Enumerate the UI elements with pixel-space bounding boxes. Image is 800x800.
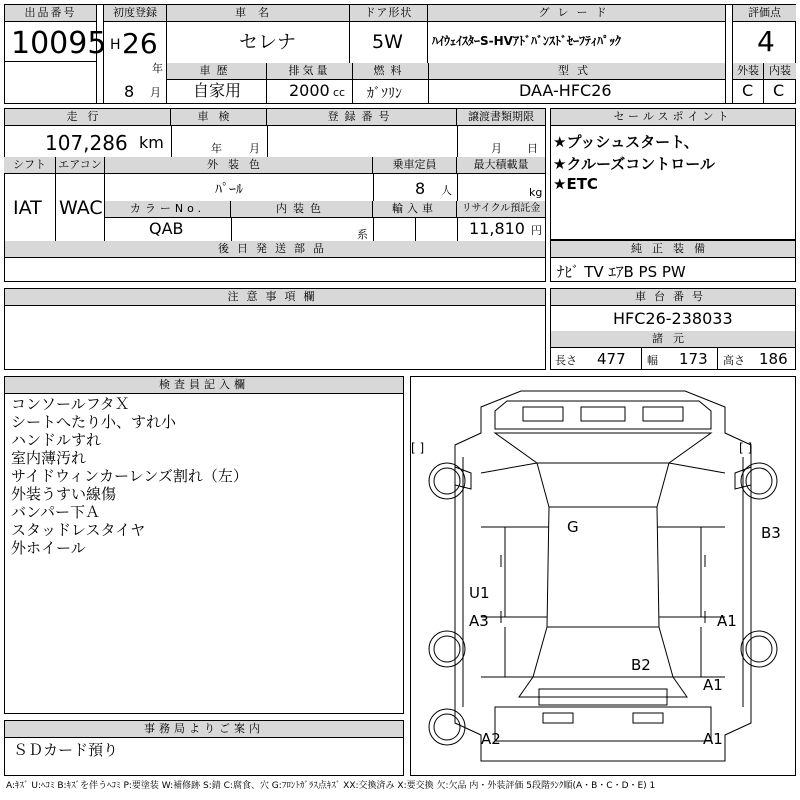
car-name: セレナ — [239, 31, 297, 53]
displacement-cell — [267, 63, 353, 103]
first-reg-header: 初度登録 — [104, 5, 166, 22]
inspection-header: 車検 — [171, 109, 267, 126]
max-load-header: 最大積載量 — [457, 157, 545, 174]
interior-grade-cell — [764, 63, 796, 103]
model-header: 型式 — [429, 63, 725, 80]
door-cell — [350, 5, 428, 63]
office-notice-header: 事務局よりご案内 — [5, 721, 403, 738]
sales-point-3: ★ETC — [553, 175, 598, 193]
inspector-box — [4, 376, 404, 714]
chassis-box — [550, 288, 796, 370]
chassis-header: 車台番号 — [551, 289, 795, 306]
reg-no-header: 登録番号 — [267, 109, 457, 126]
grade-cell — [428, 5, 726, 63]
mark-a1-right-rear: A1 — [703, 676, 723, 694]
displacement: 2000 — [289, 81, 330, 100]
fuel-cell — [353, 63, 429, 103]
cautions-header: 注意事項欄 — [5, 289, 545, 306]
car-name-cell — [167, 5, 350, 63]
door-header: ドア形状 — [350, 5, 427, 22]
note-4: 室内薄汚れ — [11, 449, 87, 467]
displacement-header: 排気量 — [267, 63, 352, 80]
grade-header: グレード — [428, 5, 725, 22]
recycle: 11,810 — [469, 219, 525, 238]
note-1: コンソールフタＸ — [11, 395, 130, 413]
note-9: 外ホイール — [11, 539, 86, 557]
color-no-header: カラーNo. — [105, 201, 231, 218]
equipment-box — [550, 240, 796, 282]
lot-no-cell — [5, 5, 107, 103]
mark-a1-right-front: A1 — [717, 612, 737, 630]
insp-year-unit: 年 — [211, 142, 222, 155]
deadline-day-unit: 日 — [527, 142, 538, 155]
specs-header: 諸元 — [551, 331, 795, 348]
note-2: シートへたり小、すれ小 — [11, 413, 177, 431]
model-cell — [429, 63, 726, 103]
inspector-header: 検査員記入欄 — [5, 377, 403, 394]
shift-header: シフト — [4, 157, 56, 174]
first-reg-cell — [103, 5, 167, 103]
equipment-header: 純正装備 — [551, 241, 795, 258]
top-info-table — [4, 4, 796, 104]
legend: A:ｷｽﾞ U:ﾍｺﾐ B:ｷｽﾞを伴うﾍｺﾐ P:要塗装 W:補修跡 S:錆 C:腐食、穴 G:ﾌﾛﾝﾄｶﾞﾗｽ点ｷｽﾞ XX:交換済み X:要交換 欠:欠品 内・外装評価 5段階ﾗﾝｸ順(A・B・C・D・E) 1 — [6, 781, 656, 791]
ext-color: ﾊﾟｰﾙ — [215, 182, 243, 198]
shift: IAT — [13, 197, 42, 219]
bracket-left: [ ] — [411, 441, 425, 455]
note-5: サイドウィンカーレンズ割れ（左） — [11, 467, 248, 485]
damage-diagram — [410, 376, 796, 776]
later-parts-header: 後日発送部品 — [5, 241, 545, 258]
mark-b2: B2 — [631, 656, 651, 674]
capacity-unit: 人 — [441, 184, 452, 197]
mark-a1-rear: A1 — [703, 730, 723, 748]
length: 477 — [597, 350, 626, 368]
aircon-header: エアコン — [55, 157, 105, 174]
interior-header: 内装 — [764, 63, 796, 80]
score-cell — [732, 5, 796, 63]
recycle-unit: 円 — [531, 224, 542, 237]
mark-a2: A2 — [481, 730, 501, 748]
chassis-no: HFC26-238033 — [613, 309, 733, 328]
mileage: 107,286 — [45, 131, 128, 155]
interior-grade: C — [773, 81, 785, 100]
mark-b3: B3 — [761, 524, 781, 542]
reg-month-unit: 月 — [150, 86, 161, 99]
recycle-header: リサイクル預託金 — [457, 201, 545, 218]
exterior-grade: C — [742, 81, 754, 100]
exterior-header: 外装 — [733, 63, 763, 80]
model: DAA-HFC26 — [519, 81, 612, 100]
mileage-unit: km — [139, 133, 164, 152]
int-color-unit: 系 — [357, 228, 368, 241]
note-3: ハンドルすれ — [11, 431, 102, 449]
sales-points-box — [550, 108, 796, 240]
aircon: WAC — [59, 197, 103, 219]
equipment: ﾅﾋﾞ TV ｴｱB PS PW — [557, 263, 686, 281]
history: 自家用 — [193, 81, 242, 100]
mark-a3: A3 — [469, 612, 489, 630]
note-8: スタッドレスタイヤ — [11, 521, 146, 539]
car-name-header: 車名 — [167, 5, 349, 22]
width-label: 幅 — [647, 354, 658, 367]
history-cell — [167, 63, 267, 103]
deadline-header: 譲渡書類期限 — [457, 109, 545, 126]
reg-year: 26 — [122, 27, 158, 60]
inspector-notes — [11, 395, 248, 557]
width: 173 — [679, 350, 708, 368]
load-unit: kg — [529, 186, 543, 199]
details-table — [4, 108, 546, 282]
height-label: 高さ — [723, 354, 745, 367]
lot-no-header: 出品番号 — [5, 5, 96, 22]
mark-u1: U1 — [469, 584, 490, 602]
car-outline-diagram — [411, 377, 795, 775]
capacity: 8 — [415, 179, 426, 198]
grade: ﾊｲｳｪｲｽﾀｰS-HVｱﾄﾞﾊﾞﾝｽﾄﾞｾｰﾌﾃｨﾊﾟｯｸ — [432, 34, 621, 48]
lot-no: 10095 — [11, 26, 107, 61]
ext-color-header: 外装色 — [105, 157, 373, 174]
note-6: 外装うすい線傷 — [11, 485, 117, 503]
sales-point-2: ★クルーズコントロール — [553, 155, 715, 173]
fuel: ｶﾞｿﾘﾝ — [367, 86, 402, 102]
history-header: 車歴 — [167, 63, 266, 80]
color-no: QAB — [149, 219, 184, 238]
office-notice: ＳＤカード預り — [13, 741, 119, 759]
score: 4 — [757, 25, 775, 58]
era: H — [110, 37, 121, 53]
bracket-right: [ ] — [739, 441, 753, 455]
import-header: 輸入車 — [373, 201, 457, 218]
sales-points-header: セールスポイント — [551, 109, 795, 126]
note-7: バンパー下Ａ — [11, 503, 100, 521]
score-header: 評価点 — [733, 5, 796, 22]
reg-year-unit: 年 — [152, 62, 163, 75]
cautions-box — [4, 288, 546, 370]
height: 186 — [759, 350, 788, 368]
int-color-header: 内装色 — [231, 201, 373, 218]
mark-g: G — [567, 518, 579, 536]
length-label: 長さ — [555, 354, 577, 367]
reg-month: 8 — [124, 82, 135, 101]
fuel-header: 燃料 — [353, 63, 428, 80]
deadline-month-unit: 月 — [491, 142, 502, 155]
capacity-header: 乗車定員 — [373, 157, 457, 174]
door-type: 5W — [372, 31, 403, 53]
office-notice-box — [4, 720, 404, 776]
mileage-header: 走行 — [5, 109, 171, 126]
insp-month-unit: 月 — [249, 142, 260, 155]
displacement-unit: cc — [333, 86, 346, 99]
exterior-grade-cell — [732, 63, 764, 103]
sales-point-1: ★プッシュスタート、 — [553, 133, 699, 151]
